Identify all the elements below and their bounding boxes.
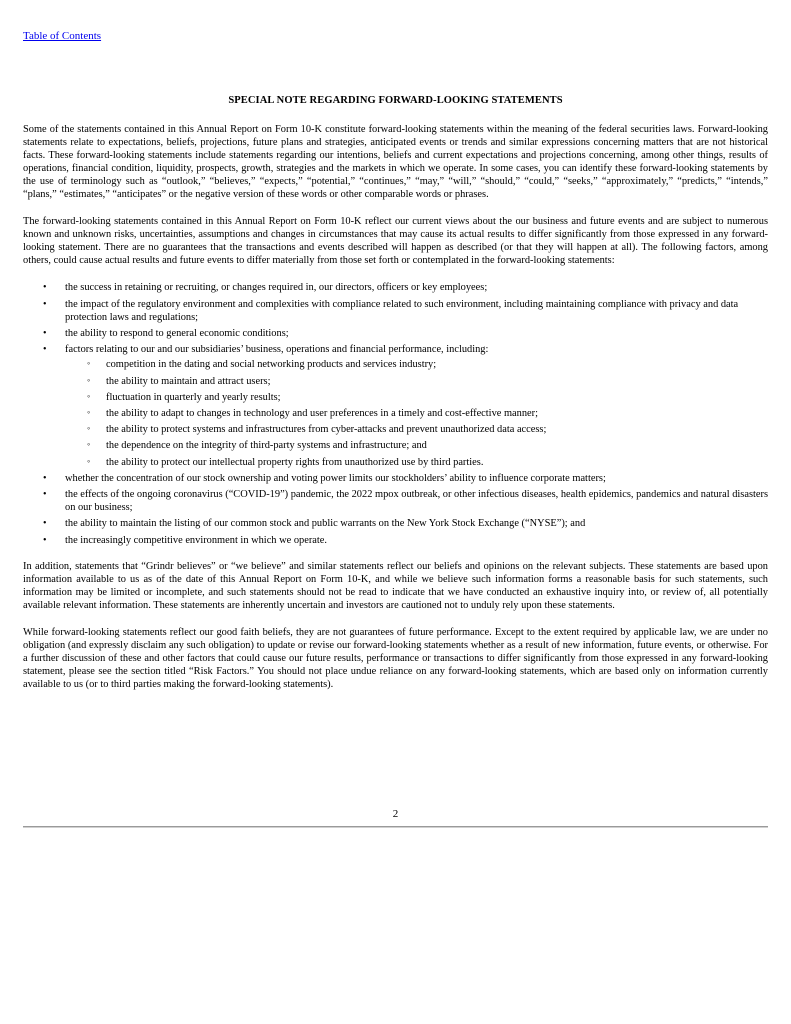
sub-bullet-icon: ◦ bbox=[87, 406, 91, 417]
list-item-text: whether the concentration of our stock ownership and voting power limits our stockholders’ ability to influence corporate matters; bbox=[65, 472, 606, 484]
sub-list-item-text: fluctuation in quarterly and yearly results; bbox=[106, 391, 281, 403]
list-item bbox=[23, 327, 768, 340]
list-item-text: the increasingly competitive environment in which we operate. bbox=[65, 534, 327, 546]
list-item-text: the impact of the regulatory environment and complexities with compliance related to such environment, including maintaining compliance with privacy and data protection laws and regulations; bbox=[65, 298, 739, 323]
sub-bullet-icon: ◦ bbox=[87, 358, 91, 369]
list-item bbox=[23, 343, 768, 469]
sub-list-item bbox=[65, 439, 768, 452]
bullet-icon: • bbox=[43, 518, 47, 530]
bullet-icon: • bbox=[43, 298, 47, 310]
business-factor-sublist bbox=[65, 358, 768, 468]
sub-list-item-text: the dependence on the integrity of third-party systems and infrastructure; and bbox=[106, 440, 427, 452]
list-item-text: the success in retaining or recruiting, or changes required in, our directors, officers or key employees; bbox=[65, 282, 488, 294]
bullet-icon: • bbox=[43, 344, 47, 356]
factors-intro-paragraph: The forward-looking statements contained in this Annual Report on Form 10-K reflect our current views about the our business and future events and are subject to numerous known and unknown risks, uncertainties, assumptions and changes in circumstances that may cause its actual results to differ significantly from those expressed in any forward-looking statement. There are no guarantees that the transactions and events described will happen as described (or that they will happen at all). The following factors, among others, could cause actual results and future events to differ materially from those set forth or contemplated in the forward-looking statements: bbox=[23, 216, 768, 267]
sub-list-item bbox=[65, 456, 768, 469]
intro-paragraph: Some of the statements contained in this Annual Report on Form 10-K constitute forward-looking statements within the meaning of the federal securities laws. Forward-looking statements relate to expectations, beliefs, projections, future plans and strategies, anticipated events or trends and similar expressions concerning matters that are not historical facts. These forward-looking statements include statements regarding our intentions, beliefs and current expectations and projections concerning, among other things, results of operations, financial condition, liquidity, prospects, growth, strategies and the markets in which we operate. In some cases, you can identify these forward-looking statements by the use of terminology such as “outlook,” “believes,” “expects,” “potential,” “continues,” “may,” “will,” “should,” “could,” “seeks,” “approximately,” “predicts,” “intends,” “plans,” “estimates,” “anticipates” or the negative version of these words or other comparable words or phrases. bbox=[23, 124, 768, 201]
closing-paragraph: While forward-looking statements reflect our good faith beliefs, they are not guarantees of future performance. Except to the extent required by applicable law, we are under no obligation (and expressly disclaim any such obligation) to update or revise our forward-looking statements whether as a result of new information, future events, or otherwise. For a further discussion of these and other factors that could cause our future results, performance or transactions to differ significantly from those expressed in any forward-looking statement, please see the section titled “Risk Factors.” You should not place undue reliance on any forward-looking statements, which are based only on information currently available to us (or to third parties making the forward-looking statements). bbox=[23, 626, 768, 691]
bullet-icon: • bbox=[43, 282, 47, 294]
sub-bullet-icon: ◦ bbox=[87, 374, 91, 385]
section-title: SPECIAL NOTE REGARDING FORWARD-LOOKING STATEMENTS bbox=[228, 95, 563, 106]
sub-list-item-text: the ability to adapt to changes in technology and user preferences in a timely and cost-effective manner; bbox=[106, 407, 539, 419]
sub-list-item bbox=[65, 407, 768, 420]
list-item-text: factors relating to our and our subsidiaries’ business, operations and financial performance, including: bbox=[65, 344, 489, 356]
sub-bullet-icon: ◦ bbox=[87, 455, 91, 466]
list-item bbox=[23, 472, 768, 485]
list-item bbox=[23, 298, 768, 324]
section-body bbox=[23, 123, 768, 691]
bullet-icon: • bbox=[43, 327, 47, 339]
bullet-icon: • bbox=[43, 489, 47, 501]
sub-list-item-text: the ability to maintain and attract users; bbox=[106, 375, 271, 387]
page-number: 2 bbox=[392, 808, 399, 820]
list-item bbox=[23, 517, 768, 530]
sub-bullet-icon: ◦ bbox=[87, 390, 91, 401]
list-item-text: the ability to maintain the listing of our common stock and public warrants on the New York Stock Exchange (“NYSE”); and bbox=[65, 518, 586, 530]
list-item bbox=[23, 488, 768, 514]
sub-list-item-text: the ability to protect our intellectual property rights from unauthorized use by third parties. bbox=[106, 456, 484, 468]
sub-bullet-icon: ◦ bbox=[87, 423, 91, 434]
sub-list-item bbox=[65, 358, 768, 371]
sub-list-item bbox=[65, 375, 768, 388]
sub-list-item-text: the ability to protect systems and infrastructures from cyber-attacks and prevent unauthorized data access; bbox=[106, 424, 547, 436]
sub-bullet-icon: ◦ bbox=[87, 439, 91, 450]
risk-factor-list bbox=[23, 281, 768, 546]
sub-list-item bbox=[65, 391, 768, 404]
table-of-contents-link[interactable]: Table of Contents bbox=[23, 30, 102, 42]
list-item bbox=[23, 281, 768, 294]
bullet-icon: • bbox=[43, 534, 47, 546]
bullet-icon: • bbox=[43, 472, 47, 484]
list-item-text: the effects of the ongoing coronavirus (“COVID-19”) pandemic, the 2022 mpox outbreak, or other infectious diseases, health epidemics, pandemics and natural disasters on our business; bbox=[65, 489, 768, 514]
list-item-text: the ability to respond to general economic conditions; bbox=[65, 327, 289, 339]
sub-list-item bbox=[65, 423, 768, 436]
beliefs-paragraph: In addition, statements that “Grindr believes” or “we believe” and similar statements reflect our beliefs and opinions on the relevant subjects. These statements are based upon information available to us as of the date of this Annual Report on Form 10-K, and while we believe such information forms a reasonable basis for such statements, such information may be limited or incomplete, and such statements should not be read to indicate that we have conducted an exhaustive inquiry into, or review of, all potentially available relevant information. These statements are inherently uncertain and investors are cautioned not to unduly rely upon these statements. bbox=[23, 560, 768, 611]
footer-divider bbox=[23, 826, 768, 828]
list-item bbox=[23, 534, 768, 547]
sub-list-item-text: competition in the dating and social networking products and services industry; bbox=[106, 359, 437, 371]
